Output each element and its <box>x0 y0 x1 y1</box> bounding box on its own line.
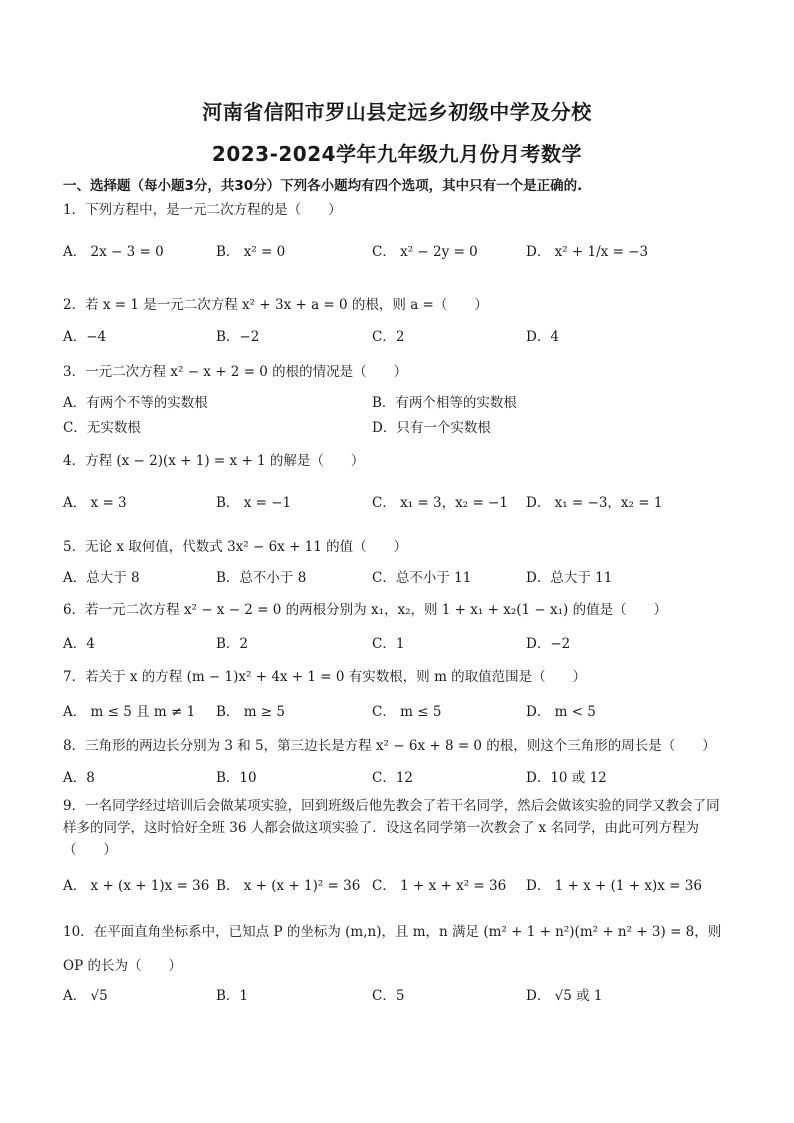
question-8-option-b: B．10 <box>216 770 257 786</box>
question-1-stem: 1．下列方程中，是一元二次方程的是（ ） <box>63 202 342 218</box>
question-7-stem: 7．若关于 x 的方程 (m − 1)x² + 4x + 1 = 0 有实数根，则 m 的取值范围是（ ） <box>63 669 587 685</box>
question-3-option-b: B．有两个相等的实数根 <box>372 395 517 411</box>
question-8-option-c: C．12 <box>372 770 414 786</box>
question-1-option-d: D． x² + 1/x = −3 <box>526 244 649 260</box>
question-2-option-c: C．2 <box>372 329 405 345</box>
question-5-stem: 5．无论 x 取何值，代数式 3x² − 6x + 11 的值（ ） <box>63 539 408 555</box>
question-9-option-a: A． x + (x + 1)x = 36 <box>63 878 210 894</box>
question-1-option-a: A． 2x − 3 = 0 <box>63 244 164 260</box>
question-3-stem: 3．一元二次方程 x² − x + 2 = 0 的根的情况是（ ） <box>63 364 408 380</box>
exam-title-line1: 河南省信阳市罗山县定远乡初级中学及分校 <box>202 100 592 124</box>
question-2-option-b: B．−2 <box>216 329 260 345</box>
question-3-option-d: D．只有一个实数根 <box>372 420 491 436</box>
question-9-stem: 9．一名同学经过培训后会做某项实验，回到班级后他先教会了若干名同学，然后会做该实验的同学又教会了同样多的同学，这时恰好全班 36 人都会做这项实验了．设这名同学第一次教会了 x 名同学，由此可列方程为（ ） <box>63 798 720 858</box>
question-10-option-a: A． √5 <box>63 988 108 1004</box>
question-10-option-b: B．1 <box>216 988 249 1004</box>
question-6-option-a: A．4 <box>63 636 95 652</box>
question-7-option-b: B． m ≥ 5 <box>216 704 285 720</box>
question-8-option-a: A．8 <box>63 770 95 786</box>
question-9-option-d: D． 1 + x + (1 + x)x = 36 <box>526 878 702 894</box>
question-4-option-b: B． x = −1 <box>216 495 292 511</box>
question-10-option-d: D． √5 或 1 <box>526 988 603 1004</box>
question-8-option-d: D．10 或 12 <box>526 770 607 786</box>
question-5-option-a: A．总大于 8 <box>63 570 140 586</box>
question-10-stem: 10．在平面直角坐标系中，已知点 P 的坐标为 (m,n)，且 m，n 满足 (m² + 1 + n²)(m² + n² + 3) = 8，则 OP 的长为（ ） <box>63 924 722 974</box>
question-3-option-c: C．无实数根 <box>63 420 141 436</box>
question-9-option-c: C． 1 + x + x² = 36 <box>372 878 507 894</box>
question-5-option-b: B．总不小于 8 <box>216 570 307 586</box>
question-1-option-b: B． x² = 0 <box>216 244 286 260</box>
question-10-option-c: C．5 <box>372 988 405 1004</box>
question-1-option-c: C． x² − 2y = 0 <box>372 244 478 260</box>
question-6-option-c: C．1 <box>372 636 405 652</box>
question-4-option-c: C． x₁ = 3，x₂ = −1 <box>372 495 508 511</box>
question-7-option-a: A． m ≤ 5 且 m ≠ 1 <box>63 704 196 720</box>
question-8-stem: 8．三角形的两边长分别为 3 和 5，第三边长是方程 x² − 6x + 8 = 0 的根，则这个三角形的周长是（ ） <box>63 738 716 754</box>
question-2-stem: 2．若 x = 1 是一元二次方程 x² + 3x + a = 0 的根，则 a =（ ） <box>63 297 488 313</box>
question-2-option-a: A．−4 <box>63 329 107 345</box>
question-9-option-b: B． x + (x + 1)² = 36 <box>216 878 361 894</box>
question-2-option-d: D．4 <box>526 329 559 345</box>
question-7-option-c: C． m ≤ 5 <box>372 704 442 720</box>
question-5-option-c: C．总不小于 11 <box>372 570 472 586</box>
question-4-option-d: D． x₁ = −3，x₂ = 1 <box>526 495 663 511</box>
question-6-stem: 6．若一元二次方程 x² − x − 2 = 0 的两根分别为 x₁，x₂，则 1 + x₁ + x₂(1 − x₁) 的值是（ ） <box>63 602 668 618</box>
question-7-option-d: D． m < 5 <box>526 704 596 720</box>
section-heading: 一、选择题（每小题3分，共30分）下列各小题均有四个选项，其中只有一个是正确的. <box>63 178 583 194</box>
question-5-option-d: D．总大于 11 <box>526 570 613 586</box>
exam-title-line2: 2023-2024学年九年级九月份月考数学 <box>211 142 583 166</box>
question-3-option-a: A．有两个不等的实数根 <box>63 395 208 411</box>
question-4-option-a: A． x = 3 <box>63 495 127 511</box>
question-4-stem: 4．方程 (x − 2)(x + 1) = x + 1 的解是（ ） <box>63 453 365 469</box>
question-6-option-b: B．2 <box>216 636 249 652</box>
question-6-option-d: D．−2 <box>526 636 571 652</box>
